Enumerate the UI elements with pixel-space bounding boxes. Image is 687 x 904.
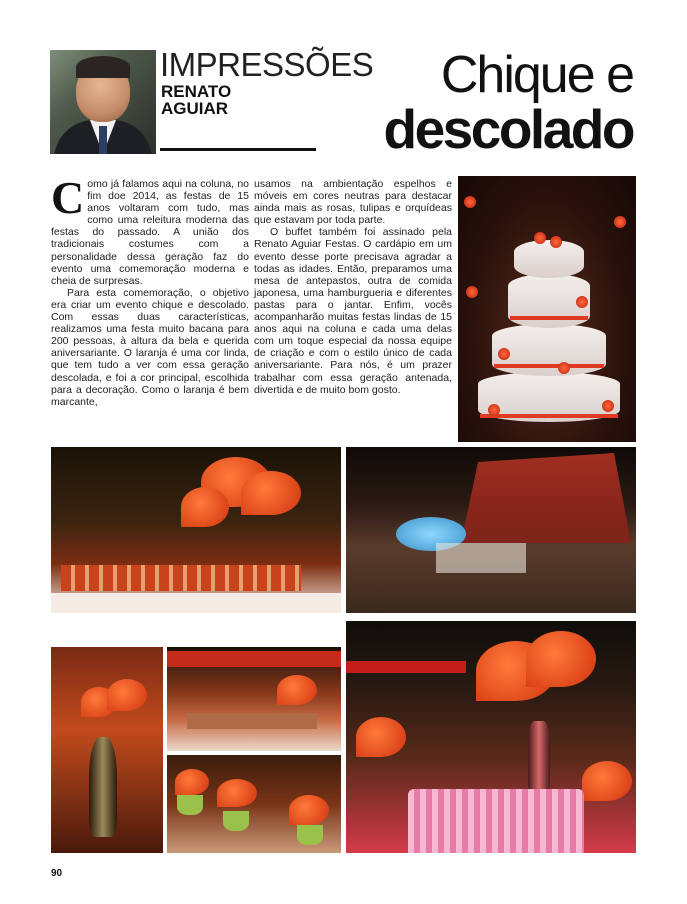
page-number: 90 bbox=[51, 868, 63, 879]
author-portrait bbox=[50, 50, 156, 154]
paragraph: omo já falamos aqui na coluna, no fim doe 2014, as festas de 15 anos voltaram com tudo, mas como uma releitura moderna das festas do passado. A união dos tradicionais costumes com a personalidade dessa geração faz do evento uma comemoração moderna e cheia de surpresas. bbox=[51, 178, 249, 287]
lounge-photo bbox=[51, 447, 341, 613]
cake-photo bbox=[458, 176, 636, 442]
drop-cap: C bbox=[51, 172, 85, 223]
paragraph: O buffet também foi assinado pela Renato Aguiar Festas. O cardápio em um evento desse porte precisava agradar a todas as idades. Então, preparamos uma mesa de antepastos, outra de comida japonesa, uma hamburgueria e diferentes pastas para o jantar. Enfim, vocês acompanharão muitas festas lindas de 15 anos aqui na coluna e cada uma delas com um toque especial da nossa equipe de criação e com o estilo único de cada aniversariante. Para nós, é um prazer trabalhar com essa geração antenada, divertida e de muito bom gosto. bbox=[254, 226, 452, 396]
buffet-table-photo bbox=[346, 621, 636, 853]
article-title-line1: Chique e bbox=[440, 46, 633, 104]
header-divider bbox=[160, 148, 316, 151]
section-label: IMPRESSÕES bbox=[160, 46, 374, 83]
pool-area-photo bbox=[346, 447, 636, 613]
vase-centerpiece-photo bbox=[51, 647, 163, 853]
dining-area-photo bbox=[167, 647, 341, 751]
article-column-1 bbox=[51, 172, 249, 408]
article-title-line2: descolado bbox=[383, 98, 633, 160]
author-name: RENATO AGUIAR bbox=[161, 82, 232, 118]
paragraph: Para esta comemoração, o objetivo era criar um evento chique e descolado. Com essas duas características, realizamos uma festa muito bacana para 200 pessoas, à altura da bela e querida aniversariante. O laranja é uma cor linda, que tem tudo a ver com essa geração descolada, e foi a cor principal, escolhida para a decoração. Como o laranja é bem marcante, bbox=[51, 286, 249, 408]
paragraph: usamos na ambientação espelhos e móveis em cores neutras para destacar ainda mais as rosas, tulipas e orquídeas que estavam por toda parte. bbox=[254, 178, 452, 227]
article-column-2 bbox=[254, 178, 452, 396]
flower-arrangements-photo bbox=[167, 755, 341, 853]
